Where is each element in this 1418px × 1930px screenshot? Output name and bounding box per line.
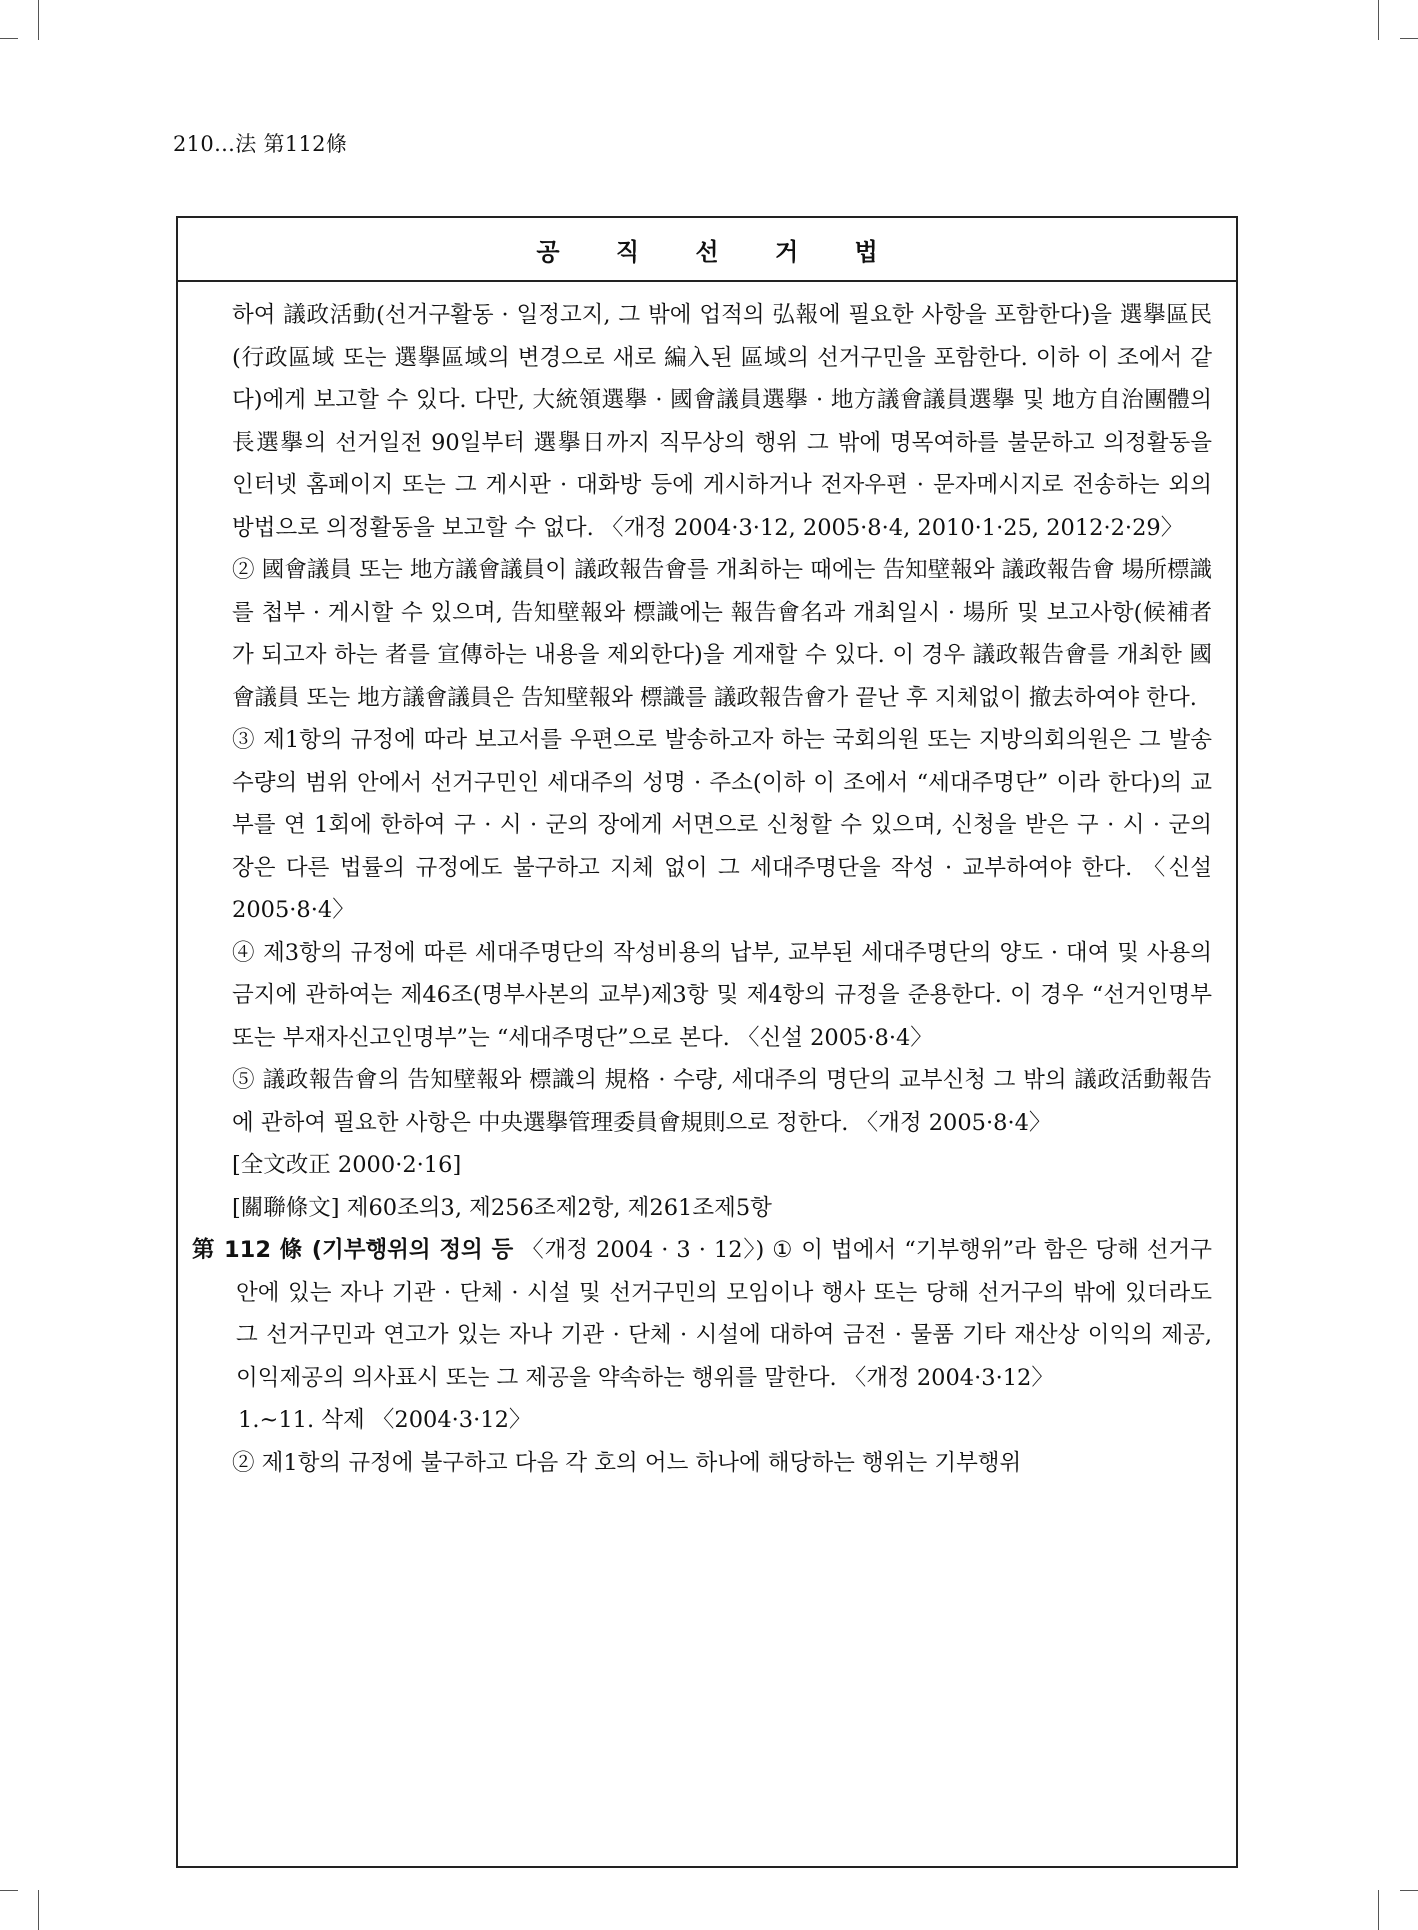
article-112	[192, 1229, 1212, 1399]
crop-mark	[38, 1890, 39, 1930]
paragraph-2: ② 國會議員 또는 地方議會議員이 議政報告會를 개최하는 때에는 告知壁報와 議政報告會 場所標識를 첩부 · 게시할 수 있으며, 告知壁報와 標識에는 報告會名과 개최일시 · 場所 및 보고사항(候補者가 되고자 하는 者를 宣傳하는 내용을 제외한다)을 게재할 수 있다. 이 경우 議政報告會를 개최한 國會議員 또는 地方議會議員은 告知壁報와 標識를 議政報告會가 끝난 후 지체없이 撤去하여야 한다.	[232, 557, 1212, 711]
paragraph-2-article-112: ② 제1항의 규정에 불구하고 다음 각 호의 어느 하나에 해당하는 행위는 기부행위	[232, 1449, 1022, 1476]
law-text-box	[176, 216, 1238, 1868]
revision-note: [全文改正 2000·2·16]	[232, 1152, 462, 1178]
crop-mark	[38, 0, 39, 40]
article-112-paragraph-1: ① 이 법에서 “기부행위”라 함은 당해 선거구안에 있는 자나 기관 · 단체 · 시설 및 선거구민의 모임이나 행사 또는 당해 선거구의 밖에 있더라도 그 선거구민과 연고가 있는 자나 기관 · 단체 · 시설에 대하여 금전 · 물품 기타 재산상 이익의 제공, 이익제공의 의사표시 또는 그 제공을 약속하는 행위를 말한다. 〈개정 2004·3·12〉	[236, 1237, 1213, 1391]
crop-mark	[1400, 38, 1418, 39]
paragraph-continued: 하여 議政活動(선거구활동 · 일정고지, 그 밖에 업적의 弘報에 필요한 사항을 포함한다)을 選擧區民(行政區域 또는 選擧區域의 변경으로 새로 編入된 區域의 선거구민을 포함한다. 이하 이 조에서 같다)에게 보고할 수 있다. 다만, 大統領選擧 · 國會議員選擧 · 地方議會議員選擧 및 地方自治團體의 長選擧의 선거일전 90일부터 選擧日까지 직무상의 행위 그 밖에 명목여하를 불문하고 의정활동을 인터넷 홈페이지 또는 그 게시판 · 대화방 등에 게시하거나 전자우편 · 문자메시지로 전송하는 외의 방법으로 의정활동을 보고할 수 없다. 〈개정 2004·3·12, 2005·8·4, 2010·1·25, 2012·2·29〉	[232, 302, 1212, 541]
paragraph-4: ④ 제3항의 규정에 따른 세대주명단의 작성비용의 납부, 교부된 세대주명단의 양도 · 대여 및 사용의 금지에 관하여는 제46조(명부사본의 교부)제3항 및 제4항의 규정을 준용한다. 이 경우 “선거인명부 또는 부재자신고인명부”는 “세대주명단”으로 본다. 〈신설 2005·8·4〉	[232, 939, 1212, 1051]
paragraph-3: ③ 제1항의 규정에 따라 보고서를 우편으로 발송하고자 하는 국회의원 또는 지방의회의원은 그 발송수량의 범위 안에서 선거구민인 세대주의 성명 · 주소(이하 이 조에서 “세대주명단” 이라 한다)의 교부를 연 1회에 한하여 구 · 시 · 군의 장에게 서면으로 신청할 수 있으며, 신청을 받은 구 · 시 · 군의 장은 다른 법률의 규정에도 불구하고 지체 없이 그 세대주명단을 작성 · 교부하여야 한다. 〈신설 2005·8·4〉	[232, 727, 1212, 923]
crop-mark	[1378, 1890, 1379, 1930]
crop-mark	[1378, 0, 1379, 40]
law-body	[192, 294, 1213, 1484]
related-articles: [關聯條文] 제60조의3, 제256조제2항, 제261조제5항	[232, 1194, 772, 1221]
article-heading: 第 112 條 (기부행위의 정의 등	[192, 1237, 514, 1263]
crop-mark	[1400, 1890, 1418, 1891]
crop-mark	[0, 38, 18, 39]
paragraph-5: ⑤ 議政報告會의 告知壁報와 標識의 規格 · 수량, 세대주의 명단의 교부신청 그 밖의 議政活動報告에 관하여 필요한 사항은 中央選擧管理委員會規則으로 정한다. 〈개정 2005·8·4〉	[232, 1067, 1212, 1136]
article-amendment: 〈개정 2004 · 3 · 12〉)	[513, 1237, 773, 1263]
box-title: 공 직 선 거 법	[178, 218, 1236, 282]
deleted-items: 1.~11. 삭제 〈2004·3·12〉	[238, 1407, 532, 1433]
crop-mark	[0, 1890, 18, 1891]
running-header: 210…法 第112條	[173, 132, 348, 156]
